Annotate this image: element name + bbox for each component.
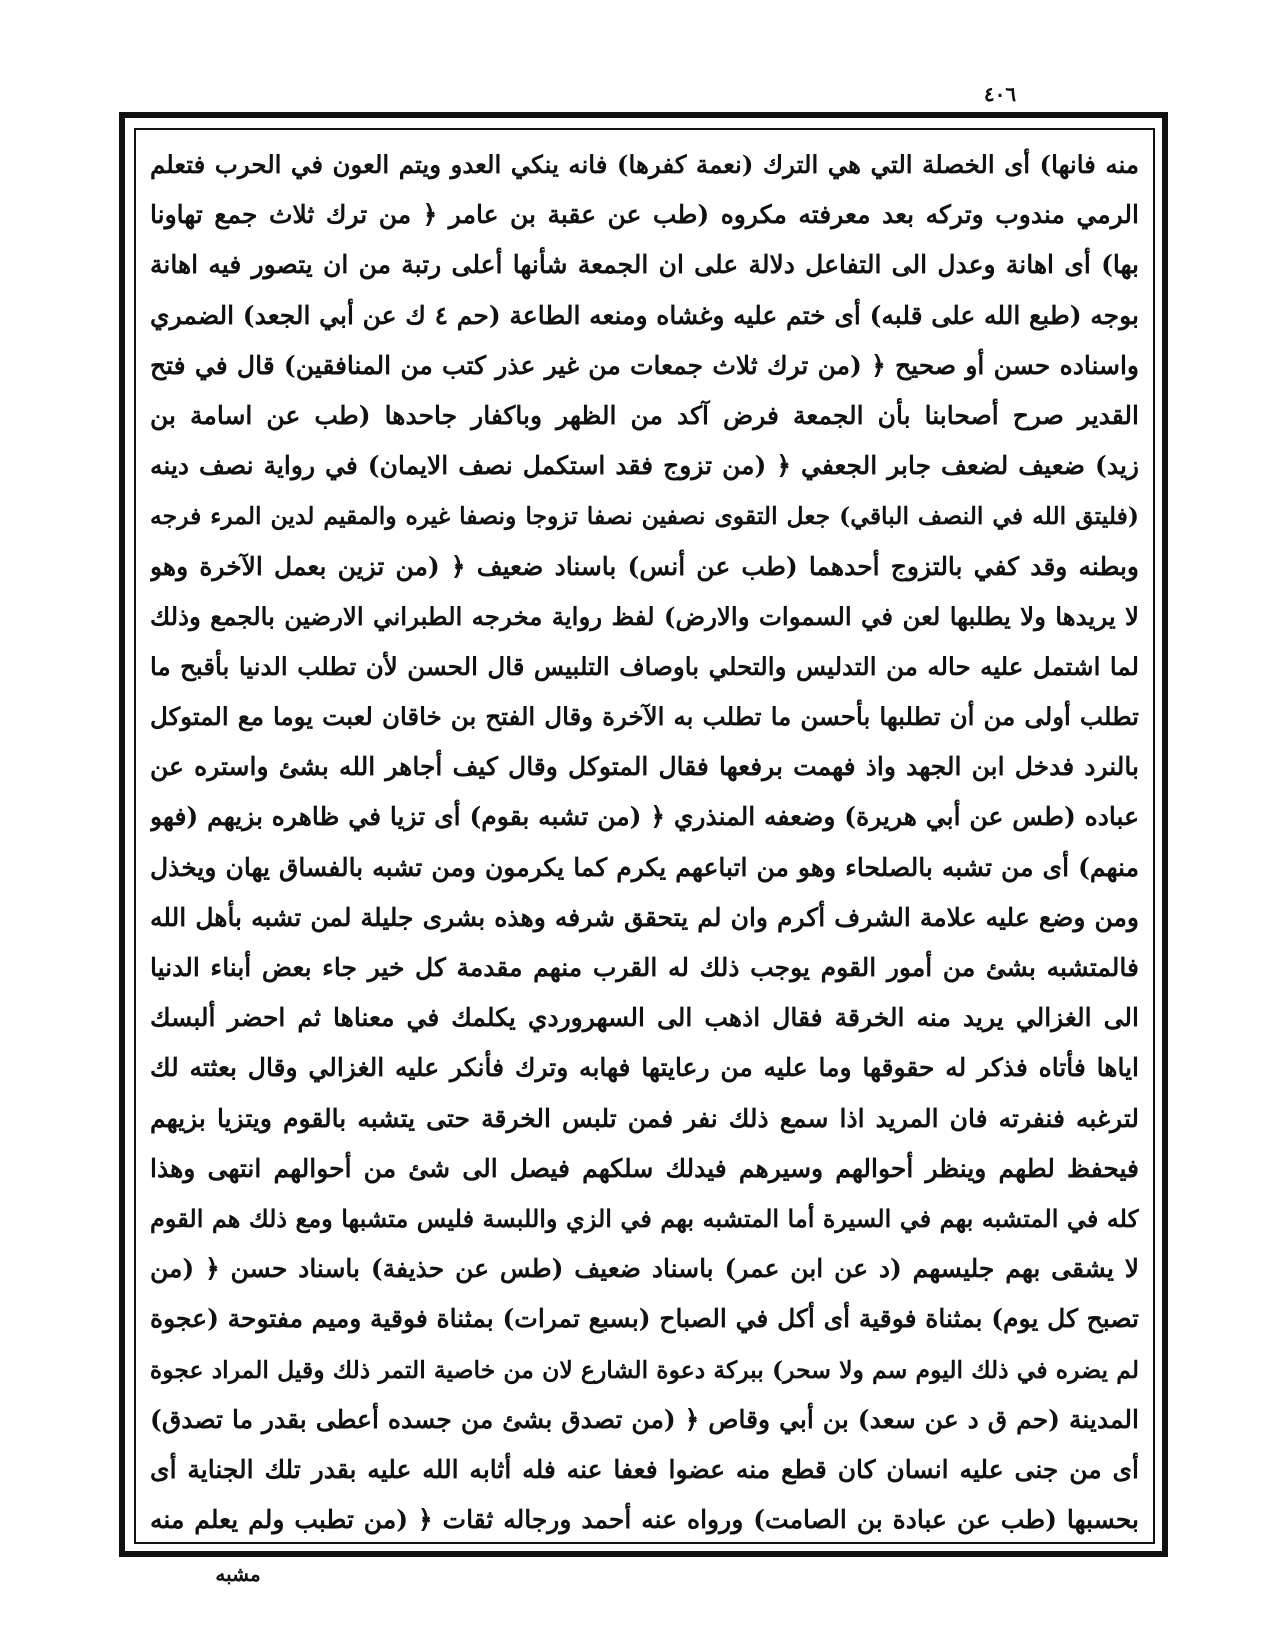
text-line: لم يضره في ذلك اليوم سم ولا سحر) ببركة دعوة الشارع لان من خاصية التمر ذلك وقيل المراد عجوة: [150, 1355, 1139, 1384]
text-line: أى من جنى عليه انسان كان قطع منه عضوا فعفا عنه فله أثابه الله عليه بقدر تلك الجناية أى: [150, 1454, 1139, 1484]
text-body: [150, 140, 1139, 1544]
text-line: تطلب أولى من أن تطلبها بأحسن ما تطلب به الآخرة وقال الفتح بن خاقان لعبت يوما مع المتوكل: [150, 702, 1139, 732]
text-line: تصبح كل يوم) بمثناة فوقية أى أكل في الصباح (بسبع تمرات) بمثناة فوقية وميم مفتوحة (عجوة: [150, 1304, 1139, 1334]
text-line: لا يريدها ولا يطلبها لعن في السموات والارض) لفظ رواية مخرجه الطبراني الارضين بالجمع وذلك: [150, 601, 1139, 631]
text-line: بوجه (طبع الله على قلبه) أى ختم عليه وغشاه ومنعه الطاعة (حم ٤ ك عن أبي الجعد) الضمري: [150, 300, 1139, 330]
text-line: منهم) أى من تشبه بالصلحاء وهو من اتباعهم يكرم كما يكرمون ومن تشبه بالفساق يهان ويخذل: [150, 852, 1139, 882]
text-line: الرمي مندوب وتركه بعد معرفته مكروه (طب عن عقبة بن عامر ﴿ من ترك ثلاث جمع تهاونا: [150, 200, 1139, 230]
text-line: بها) أى اهانة وعدل الى التفاعل دلالة على ان الجمعة شأنها أعلى رتبة من ان يتصور فيه اهانة: [150, 250, 1139, 280]
text-line: فيحفظ لطهم وينظر أحوالهم وسيرهم فيدلك سلكهم فيصل الى شئ من أحوالهم انتهى وهذا: [150, 1153, 1139, 1183]
text-line: القدير صرح أصحابنا بأن الجمعة فرض آكد من الظهر وباكفار جاحدها (طب عن اسامة بن: [150, 400, 1139, 430]
text-line: لما اشتمل عليه حاله من التدليس والتحلي باوصاف التلبيس قال الحسن لأن تطلب الدنيا بأقبح ما: [150, 651, 1139, 681]
text-line: وبطنه وقد كفي بالتزوج أحدهما (طب عن أنس) باسناد ضعيف ﴿ (من تزين بعمل الآخرة وهو: [150, 551, 1139, 581]
text-line: عباده (طس عن أبي هريرة) وضعفه المنذري ﴿ (من تشبه بقوم) أى تزيا في ظاهره بزيهم (فهو: [150, 802, 1139, 832]
text-line: اياها فأتاه فذكر له حقوقها وما عليه من رعايتها فهابه وترك فأنكر عليه الغزالي وقال بعثته لك: [150, 1053, 1139, 1083]
text-line: المدينة (حم ق د عن سعد) بن أبي وقاص ﴿ (من تصدق بشئ من جسده أعطى بقدر ما تصدق): [150, 1404, 1139, 1434]
text-line: واسناده حسن أو صحيح ﴿ (من ترك ثلاث جمعات من غير عذر كتب من المنافقين) قال في فتح: [150, 350, 1139, 380]
text-line: منه فانها) أى الخصلة التي هي الترك (نعمة كفرها) فانه ينكي العدو ويتم العون في الحرب فتعلم: [150, 150, 1139, 179]
text-line: لا يشقى بهم جليسهم (د عن ابن عمر) باسناد ضعيف (طس عن حذيفة) باسناد حسن ﴿ (من: [150, 1254, 1139, 1284]
text-line: بالنرد فدخل ابن الجهد واذ فهمت برفعها فقال المتوكل وقال كيف أجاهر الله بشئ واستره عن: [150, 752, 1139, 782]
catchword: مشبه: [215, 1562, 261, 1586]
text-line: بحسبها (طب عن عبادة بن الصامت) ورواه عنه أحمد ورجاله ثقات ﴿ (من تطبب ولم يعلم منه: [150, 1505, 1139, 1535]
text-line: الى الغزالي يريد منه الخرقة فقال اذهب الى السهروردي يكلمك في معناها ثم احضر ألبسك: [150, 1003, 1139, 1033]
text-line: ومن وضع عليه علامة الشرف أكرم وان لم يتحقق شرفه وهذه بشرى جليلة لمن تشبه بأهل الله: [150, 902, 1139, 932]
text-line: زيد) ضعيف لضعف جابر الجعفي ﴿ (من تزوج فقد استكمل نصف الايمان) في رواية نصف دينه: [150, 451, 1139, 481]
page-number: ٤٠٦: [983, 82, 1017, 106]
text-line: فالمتشبه بشئ من أمور القوم يوجب ذلك له القرب منهم مقدمة كل خير جاء بعض أبناء الدنيا: [150, 953, 1139, 982]
text-line: لترغبه فنفرته فان المريد اذا سمع ذلك نفر فمن تلبس الخرقة حتى يتشبه بالقوم ويتزيا بزيهم: [150, 1103, 1139, 1133]
page-frame-inner: [134, 128, 1155, 1544]
text-line: (فليتق الله في النصف الباقي) جعل التقوى نصفين نصفا تزوجا ونصفا غيره والمقيم لدين المرء فرجه: [150, 502, 1139, 531]
text-line: كله في المتشبه بهم في السيرة أما المتشبه بهم في الزي واللبسة فليس متشبها ومع ذلك هم القوم: [150, 1203, 1139, 1233]
